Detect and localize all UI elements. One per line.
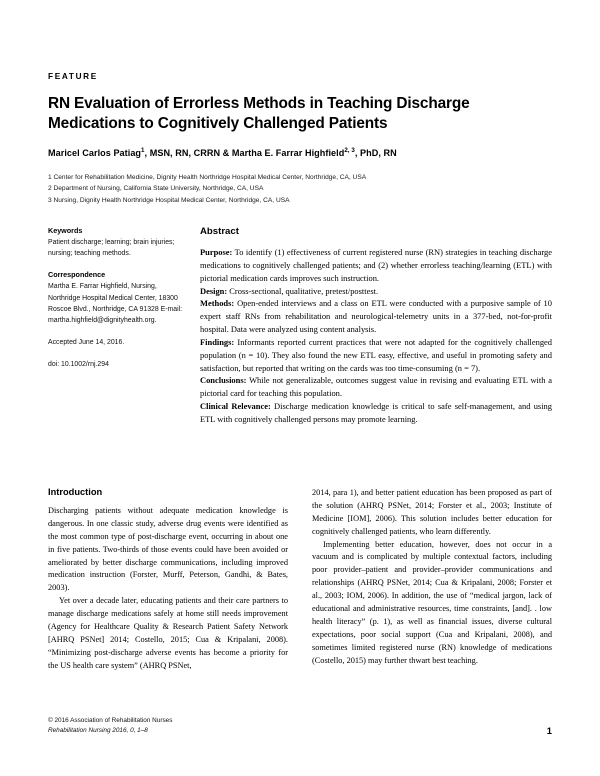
- article-header: [48, 72, 552, 206]
- abstract-column: [200, 226, 552, 426]
- abstract-findings-text: Informants reported current practices that were not adapted for the cognitively challenged population (n = 10). They also found the new ETL easy, effective, and useful in promoting safety and satisfaction, but reported that writing on the cards was too time-consuming (n = 7).: [200, 336, 552, 373]
- abstract-methods: [200, 297, 552, 336]
- abstract-methods-label: Methods:: [200, 298, 235, 309]
- affiliation-item: 3 Nursing, Dignity Health Northridge Hospital Medical Center, Northridge, CA, USA: [48, 196, 290, 204]
- abstract-clinical-label: Clinical Relevance:: [200, 401, 271, 412]
- footer-left: [48, 716, 172, 737]
- doi-text: doi: 10.1002/rnj.294: [48, 361, 109, 369]
- correspondence-heading: Correspondence: [48, 270, 106, 280]
- accepted-date: Accepted June 14, 2016.: [48, 339, 125, 347]
- affiliation-item: 2 Department of Nursing, California State University, Northridge, CA, USA: [48, 185, 264, 193]
- page-footer: [48, 716, 552, 737]
- abstract-findings-label: Findings:: [200, 336, 235, 347]
- introduction-paragraph: Implementing better education, however, does not occur in a vacuum and is complicated by multiple contextual factors, including poor provider–patient and provider–provider communications and relationships (AHRQ PSNet, 2014; Cua & Kripalani, 2008; Forster et al., 2003; IOM, 2006). In addition, the use of “medical jargon, lack of educational and administrative resources, time constraints, [and]. . low health literacy” (p. 1), as well as financial issues, diverse cultural expectations, poor social support (Cua and Kripalani, 2008), and sometimes limited registered nurse (RN) knowledge of medications (Costello, 2015) may further thwart best teaching.: [312, 539, 552, 665]
- abstract-design-label: Design:: [200, 285, 228, 296]
- abstract-conclusions-label: Conclusions:: [200, 375, 247, 386]
- abstract-purpose: [200, 246, 552, 285]
- introduction-paragraph: Yet over a decade later, educating patients and their care partners to manage discharge medications safely at home still needs improvement (Agency for Healthcare Quality & Research Patient Safety Network [AHRQ PSNet] 2014; Costello, 2015; Cua & Kripalani, 2008). “Minimizing post-discharge adverse events has become a priority for the US health care system” (AHRQ PSNet,: [48, 596, 288, 670]
- introduction-paragraph: Discharging patients without adequate medication knowledge is dangerous. In one classic study, adverse drug events were identified as the most common type of post-discharge event, occurring in about one in five patients. Two-thirds of those events could have been avoided or ameliorated by better discharge communications, including improved medication instruction (Forster, Murff, Peterson, Gandhi, & Bates, 2003).: [48, 506, 288, 593]
- introduction-paragraph: 2014, para 1), and better patient education has been proposed as part of the solution (AHRQ PSNet, 2014; Forster et al., 2003; Institute of Medicine [IOM], 2006). This solution includes better education for cognitively challenged patients, who learn differently.: [312, 488, 552, 536]
- abstract-design-text: Cross-sectional, qualitative, pretest/posttest.: [227, 285, 379, 296]
- author-list: Maricel Carlos Patiag$^1$, MSN, RN, CRRN & Martha E. Farrar Highfield$^{2, 3}$, PhD, RN: [48, 146, 397, 158]
- abstract-conclusions-text: While not generalizable, outcomes suggest value in revising and evaluating ETL with a pictorial card for teaching this population.: [200, 375, 552, 399]
- abstract-clinical-relevance: [200, 400, 552, 426]
- abstract-purpose-text: To identify (1) effectiveness of current registered nurse (RN) strategies in teaching discharge medications to cognitively challenged patients; and (2) whether errorless teaching/learning (ETL) with pictorial medication cards improves such instruction.: [200, 247, 552, 283]
- keywords-heading: Keywords: [48, 226, 83, 235]
- page-number: 1: [546, 724, 552, 736]
- affiliation-item: 1 Center for Rehabilitation Medicine, Dignity Health Northridge Hospital Medical Center, Northridge, CA, USA: [48, 174, 367, 181]
- keywords-text: Patient discharge; learning; brain injuries; nursing; teaching methods.: [48, 239, 175, 258]
- abstract-conclusions: [200, 374, 552, 400]
- abstract-design: [200, 285, 552, 298]
- abstract-methods-text: Open-ended interviews and a class on ETL were conducted with a purposive sample of 10 expert staff RNs from rehabilitation and neurological-telemetry units in a 377-bed, not-for-profit hospital. Data were analyzed using content analysis.: [200, 298, 552, 335]
- abstract-findings: [200, 336, 552, 375]
- copyright-text: © 2016 Association of Rehabilitation Nurses: [48, 717, 173, 724]
- body-column-right: [312, 487, 552, 673]
- affiliation-list: [48, 172, 552, 206]
- abstract-heading: Abstract: [200, 226, 239, 237]
- abstract-purpose-label: Purpose:: [200, 247, 233, 257]
- correspondence-text: Martha E. Farrar Highfield, Nursing, Northridge Hospital Medical Center, 18300 Roscoe Blvd., Northridge, CA 91328 E-mail: martha.highfield@dignityhealth.org.: [48, 283, 183, 324]
- page-title: RN Evaluation of Errorless Methods in Teaching Discharge Medications to Cognitively Challenged Patients: [48, 95, 470, 133]
- body-zone: [48, 487, 552, 673]
- correspondence-group: [48, 270, 186, 326]
- body-column-left: [48, 487, 288, 673]
- metadata-sidebar: [48, 226, 200, 426]
- abstract-zone: [48, 226, 552, 426]
- keywords-group: [48, 226, 186, 259]
- feature-label: FEATURE: [48, 72, 98, 81]
- introduction-heading: Introduction: [48, 487, 103, 497]
- journal-citation: Rehabilitation Nursing 2016, 0, 1–8: [48, 727, 148, 735]
- abstract-clinical-text: Discharge medication knowledge is critical to safe self-management, and using ETL with cognitively challenged persons may promote learning.: [200, 401, 552, 424]
